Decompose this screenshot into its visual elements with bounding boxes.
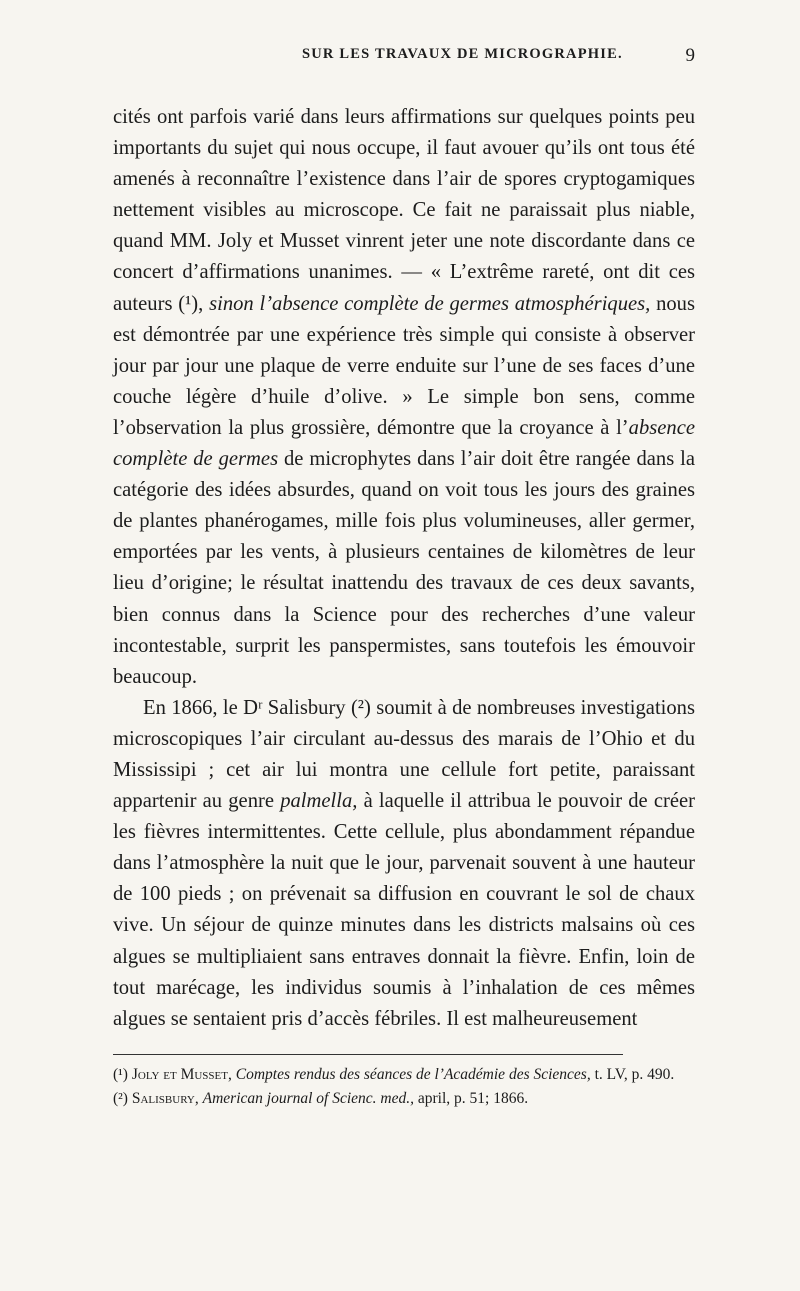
italic-segment: absence complète de germes [113, 416, 695, 471]
footnote-title: American journal of Scienc. med., [202, 1090, 414, 1107]
footnotes [113, 1064, 695, 1112]
footnote-mark: (²) [113, 1090, 128, 1107]
text-segment: soumit à de nombreuses investigations microscopiques l’air circulant au-dessus des marais de l’Ohio et du Mississipi ; cet air lui montra une cellule fort petite, paraissant appartenir au genre [113, 696, 695, 813]
footnote-divider [113, 1054, 623, 1055]
text-segment: à laquelle il attribua le pouvoir de créer les fièvres intermittentes. Cette cellule, plus abondamment répandue dans l’atmosphère la nuit que le jour, parvenait souvent à une hauteur de 100 pieds ; on prévenait sa diffusion en couvrant le sol de chaux vive. Un séjour de quinze minutes dans les districts malsains où ces algues se multipliaient sans entraves donnait la fièvre. Enfin, loin de tout marécage, les individus soumis à l’inhalation de ces mêmes algues se sentaient pris d’accès fébriles. Il est malheureusement [113, 790, 695, 1030]
footnote-mark: (¹) [113, 1066, 128, 1083]
text-segment: cités ont parfois varié dans leurs affirmations sur quelques points peu importants du sujet qui nous occupe, il faut avouer qu’ils ont tous été amenés à reconnaître l’existence dans l’air de spores cryptogamiques nettement visibles au microscope. Ce fait ne paraissait plus niable, quand MM. Joly et Musset vinrent jeter une note discordante dans ce concert d’affirmations unanimes. — « L’extrême rareté, ont dit ces auteurs [113, 106, 695, 315]
footnote [113, 1088, 695, 1109]
italic-segment: sinon l’absence complète de germes atmosphériques, [209, 292, 651, 315]
footnote-authors: Joly et Musset, [131, 1066, 232, 1083]
text-segment: En 1866, le Dʳ Salisbury [143, 696, 351, 719]
text-segment: nous est démontrée par une expérience très simple qui consiste à observer jour par jour une plaque de verre enduite sur l’une de ses faces d’une couche légère d’huile d’olive. » Le simple bon sens, comme l’observation la plus grossière, démontre que la croyance à l’ [113, 292, 695, 439]
page-number: 9 [685, 45, 695, 66]
text-segment: , [198, 292, 210, 315]
footnote-rest: t. LV, p. 490. [594, 1066, 675, 1083]
body-text [113, 102, 695, 1035]
italic-segment: palmella, [280, 790, 358, 813]
page-header [0, 46, 800, 70]
paragraph [113, 693, 695, 1035]
running-title: SUR LES TRAVAUX DE MICROGRAPHIE. [302, 46, 623, 62]
footnote-ref: (²) [350, 696, 371, 719]
footnote [113, 1064, 695, 1085]
footnote-ref: (¹) [178, 292, 199, 315]
paragraph [113, 102, 695, 693]
text-segment: de microphytes dans l’air doit être rangée dans la catégorie des idées absurdes, quand on voit tous les jours des graines de plantes phanérogames, mille fois plus volumineuses, aller germer, emportées par les vents, à plusieurs centaines de kilomètres de leur lieu d’origine; le résultat inattendu des travaux de ces deux savants, bien connus dans la Science pour des recherches d’une valeur incontestable, surprit les panspermistes, sans toutefois les émouvoir beaucoup. [113, 448, 695, 688]
footnote-title: Comptes rendus des séances de l’Académie des Sciences, [235, 1066, 591, 1083]
footnote-rest: april, p. 51; 1866. [417, 1090, 529, 1107]
footnote-authors: Salisbury, [131, 1090, 199, 1107]
